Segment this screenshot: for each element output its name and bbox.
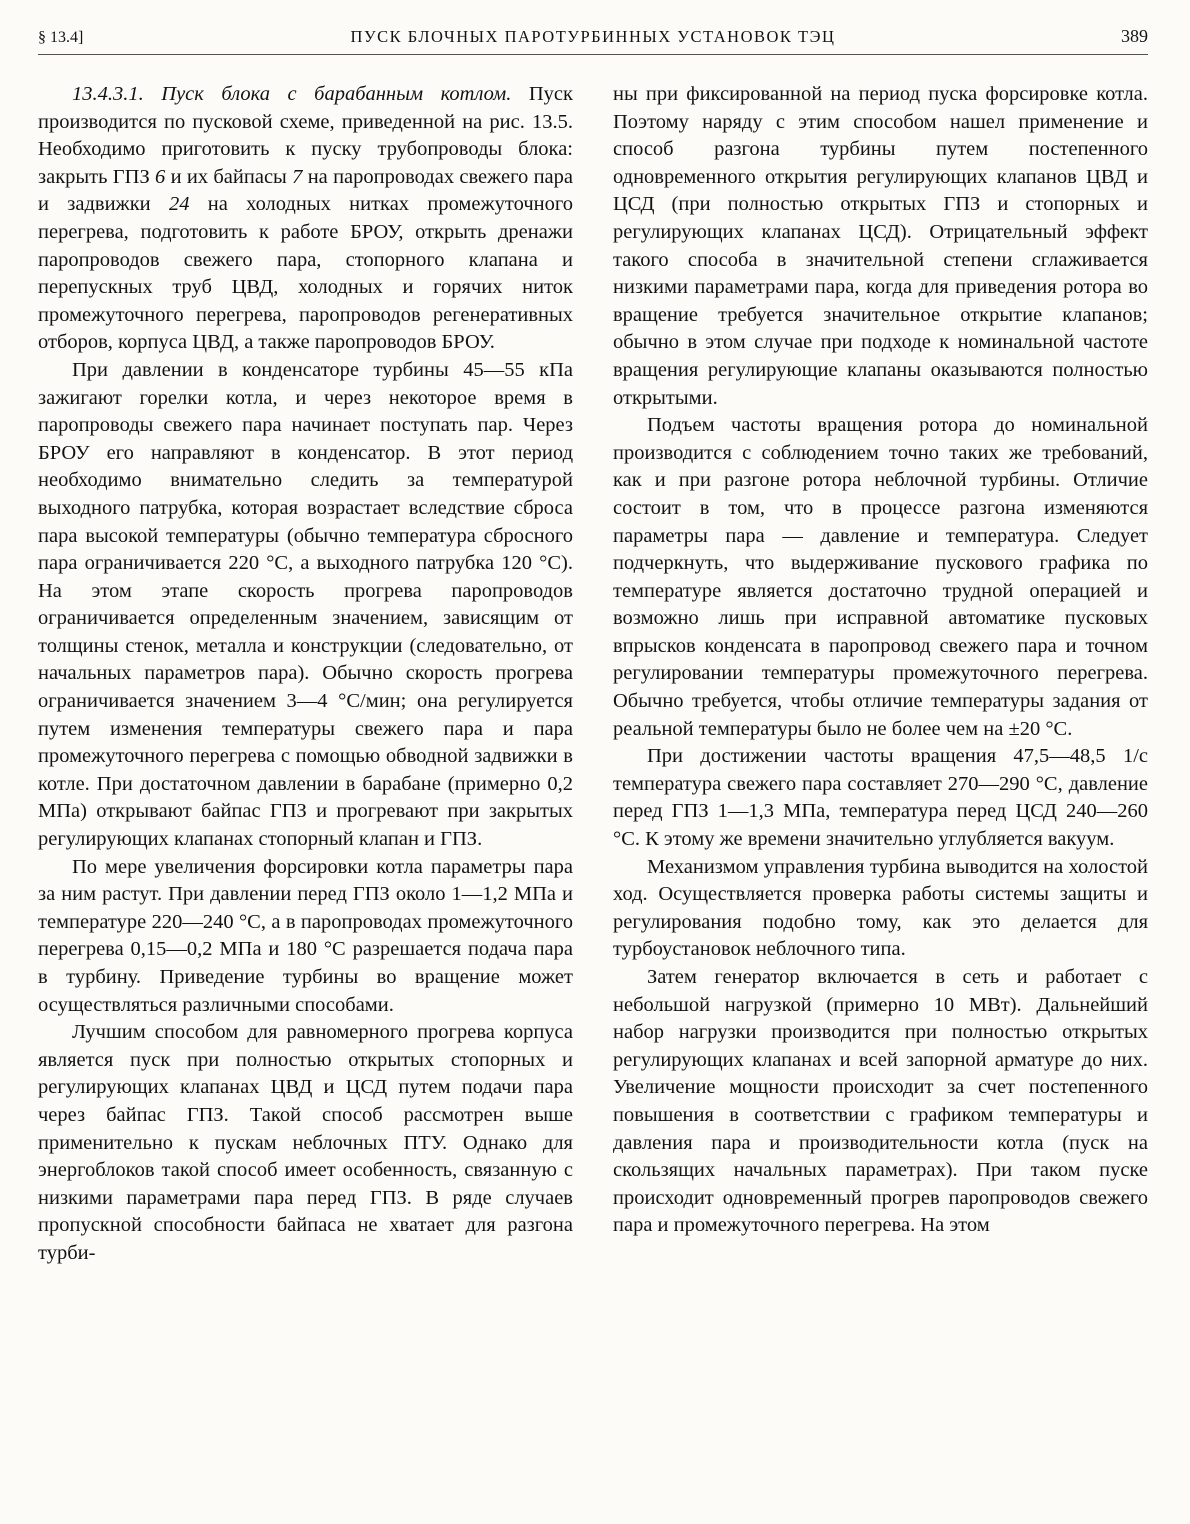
text-run: ны при фиксированной на период пуска форсировке котла. Поэтому наряду с этим способом нашел применение и способ разгона турбины путем постепенного одновременного открытия регулирующих клапанов ЦВД и ЦСД (при полностью открытых ГПЗ и стопорных и регулирующих клапанах ЦСД). Отрицательный эффект такого способа в значительной степени сглаживается низкими параметрами пара, когда для приведения ротора во вращение требуется значительное открытие клапанов; обычно в этом случае при подходе к номинальной частоте вращения регулирующие клапаны оказываются полностью открытыми. xyxy=(613,83,1148,409)
paragraph xyxy=(613,854,1148,964)
paragraph xyxy=(613,412,1148,743)
running-head xyxy=(38,26,1148,55)
text-run: на паропроводах свежего пара и задвижки xyxy=(38,165,574,216)
text-run: и их байпасы xyxy=(165,165,293,188)
paragraph xyxy=(38,854,573,1020)
text-run: При достижении частоты вращения 47,5—48,5 1/с температура свежего пара составляет 270—290 °С, давление перед ГПЗ 1—1,3 МПа, температура перед ЦСД 240—260 °С. К этому же времени значительно углубляется вакуум. xyxy=(613,745,1148,851)
text-run: По мере увеличения форсировки котла параметры пара за ним растут. При давлении перед ГПЗ около 1—1,2 МПа и температуре 220—240 °С, а в паропроводах промежуточного перегрева 0,15—0,2 МПа и 180 °С разрешается подача пара в турбину. Приведение турбины во вращение может осуществляться различными способами. xyxy=(38,855,573,1016)
right-column xyxy=(613,81,1148,1268)
section-marker: § 13.4] xyxy=(38,29,84,46)
running-title: ПУСК БЛОЧНЫХ ПАРОТУРБИННЫХ УСТАНОВОК ТЭЦ xyxy=(350,27,836,46)
text-run: Лучшим способом для равномерного прогрева корпуса является пуск при полностью открытых стопорных и регулирующих клапанах ЦВД и ЦСД путем подачи пара через байпас ГПЗ. Такой способ рассмотрен выше применительно к пускам неблочных ПТУ. Однако для энергоблоков такой способ имеет особенность, связанную с низкими параметрами пара перед ГПЗ. В ряде случаев пропускной способности байпаса не хватает для разгона турби- xyxy=(38,1021,573,1264)
left-column xyxy=(38,81,573,1268)
paragraph xyxy=(613,743,1148,853)
italic-text-run: 7 xyxy=(292,165,303,188)
italic-text-run: 6 xyxy=(155,165,166,188)
italic-text-run: 24 xyxy=(168,193,190,216)
paragraph xyxy=(613,81,1148,412)
paragraph xyxy=(613,964,1148,1240)
paragraph xyxy=(38,1019,573,1267)
text-run: Механизмом управления турбина выводится на холостой ход. Осуществляется проверка работы системы защиты и регулирования подобно тому, как это делается для турбоустановок неблочного типа. xyxy=(613,855,1148,961)
italic-text-run: 13.4.3.1. Пуск блока с барабанным котлом. xyxy=(72,83,512,105)
paragraph xyxy=(38,81,573,357)
text-run: Подъем частоты вращения ротора до номинальной производится с соблюдением точно таких же требований, как и при разгоне ротора неблочной турбины. Отличие состоит в том, что в процессе разгона изменяются параметры пара — давление и температура. Следует подчеркнуть, что выдерживание пускового графика по температуре является достаточно трудной операцией и возможно лишь при исправной автоматике пусковых впрысков конденсата в паропровод свежего пара и точном регулировании температуры промежуточного перегрева. Обычно требуется, чтобы отличие температуры задания от реальной температуры было не более чем на ±20 °С. xyxy=(613,414,1148,740)
paragraph xyxy=(38,357,573,854)
text-columns xyxy=(38,81,1148,1268)
page-number: 389 xyxy=(1121,26,1148,46)
text-run: на холодных нитках промежуточного перегрева, подготовить к работе БРОУ, открыть дренажи паропроводов свежего пара, стопорного клапана и перепускных труб ЦВД, холодных и горячих ниток промежуточного перегрева, паропроводов регенеративных отборов, корпуса ЦВД, а также паропроводов БРОУ. xyxy=(38,193,573,354)
text-run: При давлении в конденсаторе турбины 45—55 кПа зажигают горелки котла, и через некоторое время в паропроводы свежего пара начинает поступать пар. Через БРОУ его направляют в конденсатор. В этот период необходимо внимательно следить за температурой выходного патрубка, которая возрастает вследствие сброса пара высокой температуры (обычно температура сбросного пара ограничивается 220 °С, а выходного патрубка 120 °С). На этом этапе скорость прогрева паропроводов ограничивается определенным значением, зависящим от толщины стенок, металла и конструкции (следовательно, от начальных параметров пара). Обычно скорость прогрева ограничивается значением 3—4 °С/мин; она регулируется путем изменения температуры свежего пара и пара промежуточного перегрева с помощью обводной задвижки в котле. При достаточном давлении в барабане (примерно 0,2 МПа) открывают байпас ГПЗ и прогревают при закрытых регулирующих клапанах стопорный клапан и ГПЗ. xyxy=(38,358,573,851)
text-run: Затем генератор включается в сеть и работает с небольшой нагрузкой (примерно 10 МВт). Дальнейший набор нагрузки производится при полностью открытых регулирующих клапанах и всей запорной арматуре до них. Увеличение мощности происходит за счет постепенного повышения в соответствии с графиком температуры и давления пара и производительности котла (пуск на скользящих начальных параметрах). При таком пуске происходит одновременный прогрев паропроводов свежего пара и промежуточного перегрева. На этом xyxy=(613,966,1148,1237)
text-run: Пуск производится по пусковой схеме, приведенной на рис. 13.5. Необходимо приготовить к пуску трубопроводы блока: закрыть ГПЗ xyxy=(38,83,573,188)
